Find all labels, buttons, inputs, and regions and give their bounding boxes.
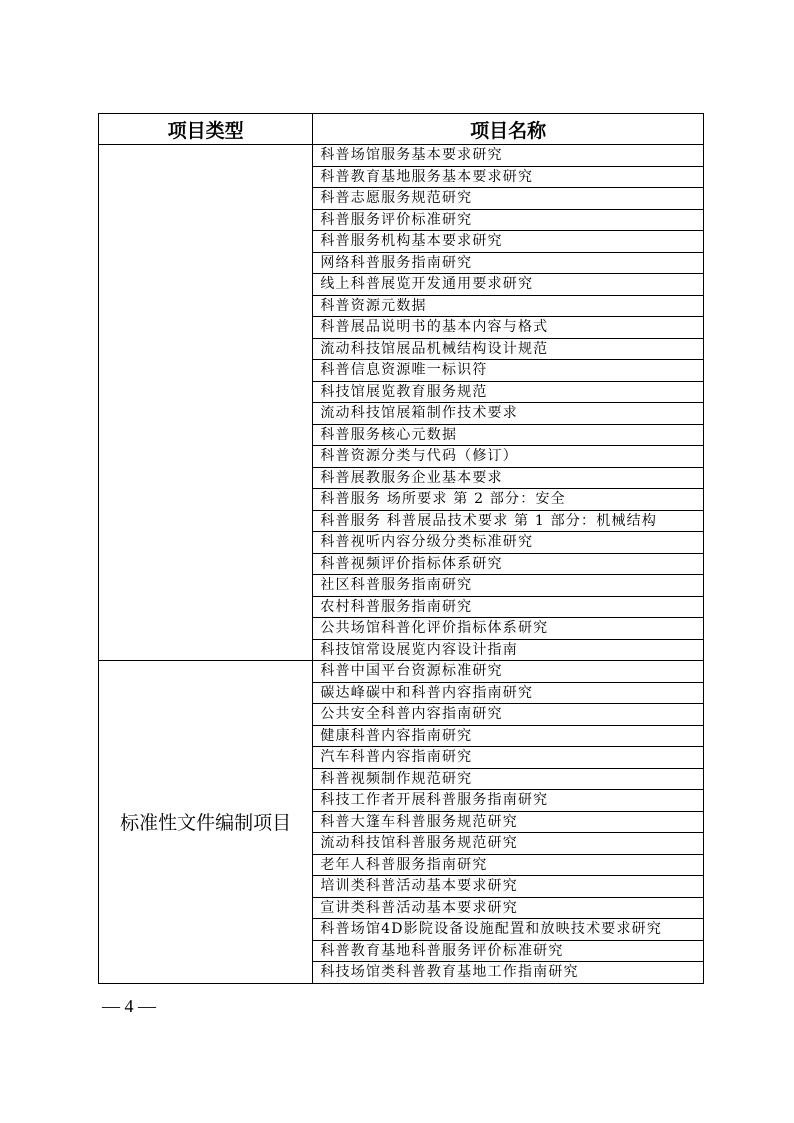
project-name-cell: 科普场馆4D影院设备设施配置和放映技术要求研究	[313, 919, 704, 941]
project-name-cell: 科普服务 场所要求 第 2 部分：安全	[313, 489, 704, 511]
header-row	[99, 114, 704, 145]
project-name-cell: 科普资源分类与代码（修订）	[313, 446, 704, 468]
project-name-cell: 科普视听内容分级分类标准研究	[313, 532, 704, 554]
project-name-cell: 网络科普服务指南研究	[313, 252, 704, 274]
project-name-cell: 科普展品说明书的基本内容与格式	[313, 317, 704, 339]
project-table	[98, 113, 704, 984]
project-name-cell: 科普大篷车科普服务规范研究	[313, 811, 704, 833]
project-name-cell: 科普展教服务企业基本要求	[313, 467, 704, 489]
header-project-name: 项目名称	[313, 114, 704, 145]
project-name-cell: 科普视频评价指标体系研究	[313, 553, 704, 575]
project-name-cell: 流动科技馆展箱制作技术要求	[313, 403, 704, 425]
project-name-cell: 碳达峰碳中和科普内容指南研究	[313, 682, 704, 704]
project-name-cell: 培训类科普活动基本要求研究	[313, 876, 704, 898]
table-row	[99, 145, 704, 167]
project-name-cell: 科技场馆类科普教育基地工作指南研究	[313, 962, 704, 984]
project-name-cell: 社区科普服务指南研究	[313, 575, 704, 597]
project-name-cell: 科普服务评价标准研究	[313, 209, 704, 231]
project-name-cell: 科普服务机构基本要求研究	[313, 231, 704, 253]
project-name-cell: 科普视频制作规范研究	[313, 768, 704, 790]
project-type-cell	[99, 145, 313, 661]
project-name-cell: 线上科普展览开发通用要求研究	[313, 274, 704, 296]
page-number: — 4 —	[102, 996, 156, 1016]
project-type-cell: 标准性文件编制项目	[99, 661, 313, 984]
project-name-cell: 老年人科普服务指南研究	[313, 854, 704, 876]
project-name-cell: 科普信息资源唯一标识符	[313, 360, 704, 382]
project-name-cell: 科普教育基地服务基本要求研究	[313, 166, 704, 188]
project-name-cell: 农村科普服务指南研究	[313, 596, 704, 618]
project-name-cell: 流动科技馆科普服务规范研究	[313, 833, 704, 855]
project-name-cell: 公共场馆科普化评价指标体系研究	[313, 618, 704, 640]
project-name-cell: 科普志愿服务规范研究	[313, 188, 704, 210]
project-name-cell: 科技工作者开展科普服务指南研究	[313, 790, 704, 812]
project-name-cell: 科技馆展览教育服务规范	[313, 381, 704, 403]
project-name-cell: 科普中国平台资源标准研究	[313, 661, 704, 683]
project-name-cell: 科普服务 科普展品技术要求 第 1 部分：机械结构	[313, 510, 704, 532]
project-name-cell: 科普教育基地科普服务评价标准研究	[313, 940, 704, 962]
project-name-cell: 科技馆常设展览内容设计指南	[313, 639, 704, 661]
project-name-cell: 宣讲类科普活动基本要求研究	[313, 897, 704, 919]
header-project-type: 项目类型	[99, 114, 313, 145]
project-name-cell: 健康科普内容指南研究	[313, 725, 704, 747]
project-name-cell: 科普资源元数据	[313, 295, 704, 317]
table-body	[99, 145, 704, 984]
project-name-cell: 科普场馆服务基本要求研究	[313, 145, 704, 167]
project-name-cell: 公共安全科普内容指南研究	[313, 704, 704, 726]
project-name-cell: 流动科技馆展品机械结构设计规范	[313, 338, 704, 360]
project-name-cell: 科普服务核心元数据	[313, 424, 704, 446]
table-row	[99, 661, 704, 683]
project-name-cell: 汽车科普内容指南研究	[313, 747, 704, 769]
